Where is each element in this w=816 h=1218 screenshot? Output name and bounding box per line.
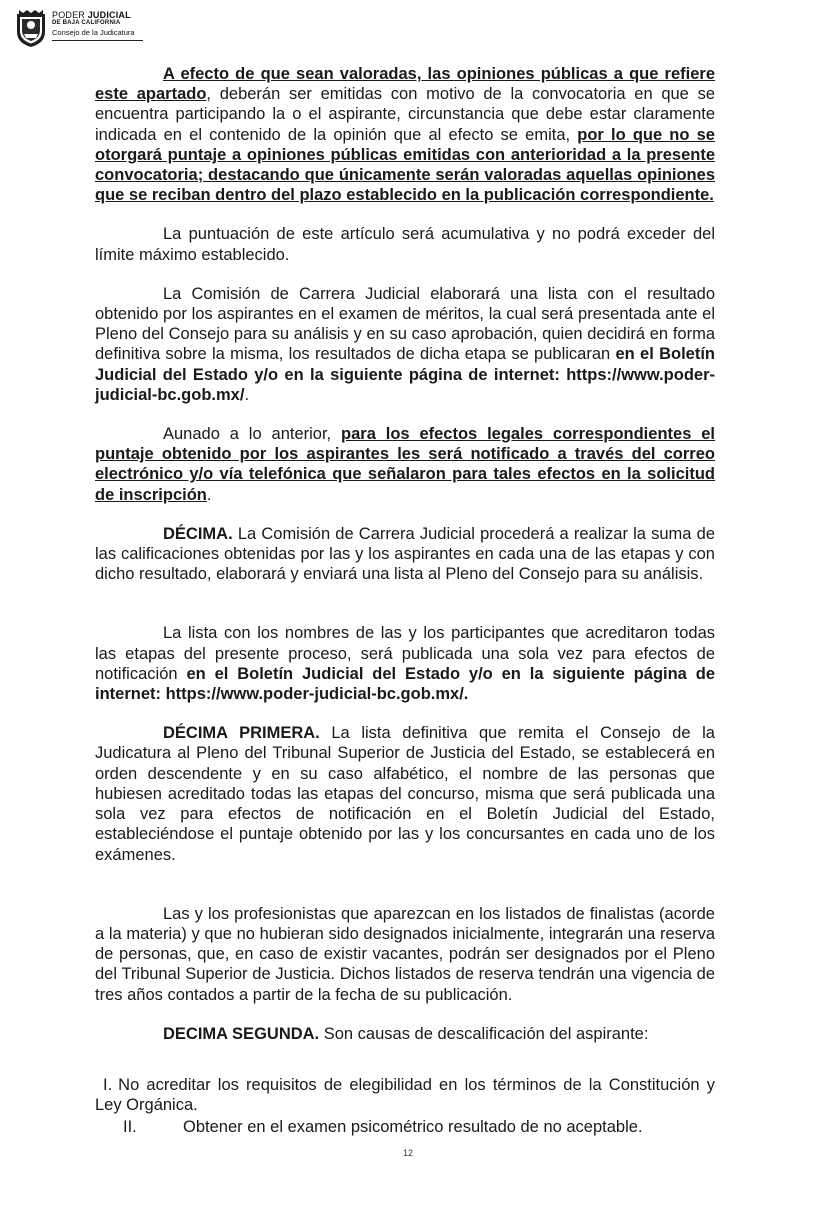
paragraph-notification: Aunado a lo anterior, para los efectos legales correspondientes el puntaje obtenido por los aspirantes les será notificado a través del correo electrónico y/o vía telefónica que señalaron para tales efectos en la solicitud de inscripción.	[95, 425, 715, 504]
paragraph-reserve: Las y los profesionistas que aparezcan en los listados de finalistas (acorde a la materia) y que no hubieran sido designados inicialmente, integrarán una reserva de personas, que, en caso de existir vacantes, podrán ser designados por el Pleno del Tribunal Superior de Justicia. Dichos listados de reserva tendrán una vigencia de tres años contados a partir de la fecha de su publicación.	[95, 904, 715, 1004]
clause-title: DÉCIMA.	[163, 524, 233, 543]
coat-of-arms-icon	[14, 8, 48, 48]
clause-decima-segunda: DECIMA SEGUNDA. Son causas de descalificación del aspirante:	[163, 1024, 649, 1043]
clause-decima-primera: DÉCIMA PRIMERA. La lista definitiva que remita el Consejo de la Judicatura al Pleno del Tribunal Superior de Justicia del Estado, se establecerá en orden descendente y en su caso alfabético, el nombre de las personas que hubiesen acreditado todas las etapas del concurso, misma que será publicada una sola vez para efectos de notificación en el Boletín Judicial del Estado, estableciéndose el puntaje obtenido por las y los concursantes en cada uno de los exámenes.	[95, 724, 715, 864]
header-line2: DE BAJA CALIFORNIA	[52, 20, 121, 26]
clause-title: DECIMA SEGUNDA.	[163, 1024, 320, 1043]
letterhead	[14, 8, 143, 48]
header-line1-bold: JUDICIAL	[87, 10, 131, 20]
clause-decima: DÉCIMA. La Comisión de Carrera Judicial procederá a realizar la suma de las calificaciones obtenidas por las y los aspirantes en cada una de las etapas y con dicho resultado, elaborará y enviará una lista al Pleno del Consejo para su análisis.	[95, 524, 715, 584]
paragraph-cumulative-score: La puntuación de este artículo será acumulativa y no podrá exceder del límite máximo establecido.	[95, 225, 715, 264]
paragraph-merit-list: La Comisión de Carrera Judicial elaborará una lista con el resultado obtenido por los aspirantes en el examen de méritos, la cual será presentada ante el Pleno del Consejo para su análisis y en su caso aprobación, quien decidirá en forma definitiva sobre la misma, los resultados de dicha etapa se publicaran en el Boletín Judicial del Estado y/o en la siguiente página de internet: https://www.poder-judicial-bc.gob.mx/.	[95, 284, 715, 404]
list-item: II. Obtener en el examen psicométrico resultado de no aceptable.	[123, 1118, 643, 1137]
list-item: I. No acreditar los requisitos de elegibilidad en los términos de la Constitución y Ley Orgánica.	[95, 1075, 715, 1115]
paragraph-public-opinions: A efecto de que sean valoradas, las opiniones públicas a que refiere este apartado, deberán ser emitidas con motivo de la convocatoria en que se encuentra participando la o el aspirante, circunstancia que debe estar claramente indicada en el contenido de la opinión que al efecto se emita, por lo que no se otorgará puntaje a opiniones públicas emitidas con anterioridad a la presente convocatoria; destacando que únicamente serán valoradas aquellas opiniones que se reciban dentro del plazo establecido en la publicación correspondiente.	[95, 65, 715, 205]
header-line1-light: PODER	[52, 10, 88, 20]
clause-title: DÉCIMA PRIMERA.	[163, 724, 320, 743]
paragraph-participants-list: La lista con los nombres de las y los participantes que acreditaron todas las etapas del presente proceso, será publicada una sola vez para efectos de notificación en el Boletín Judicial del Estado y/o en la siguiente página de internet: https://www.poder-judicial-bc.gob.mx/.	[95, 624, 715, 704]
document-body	[95, 64, 715, 1138]
page-number: 12	[402, 1148, 413, 1158]
header-line3: Consejo de la Judicatura	[52, 28, 135, 37]
